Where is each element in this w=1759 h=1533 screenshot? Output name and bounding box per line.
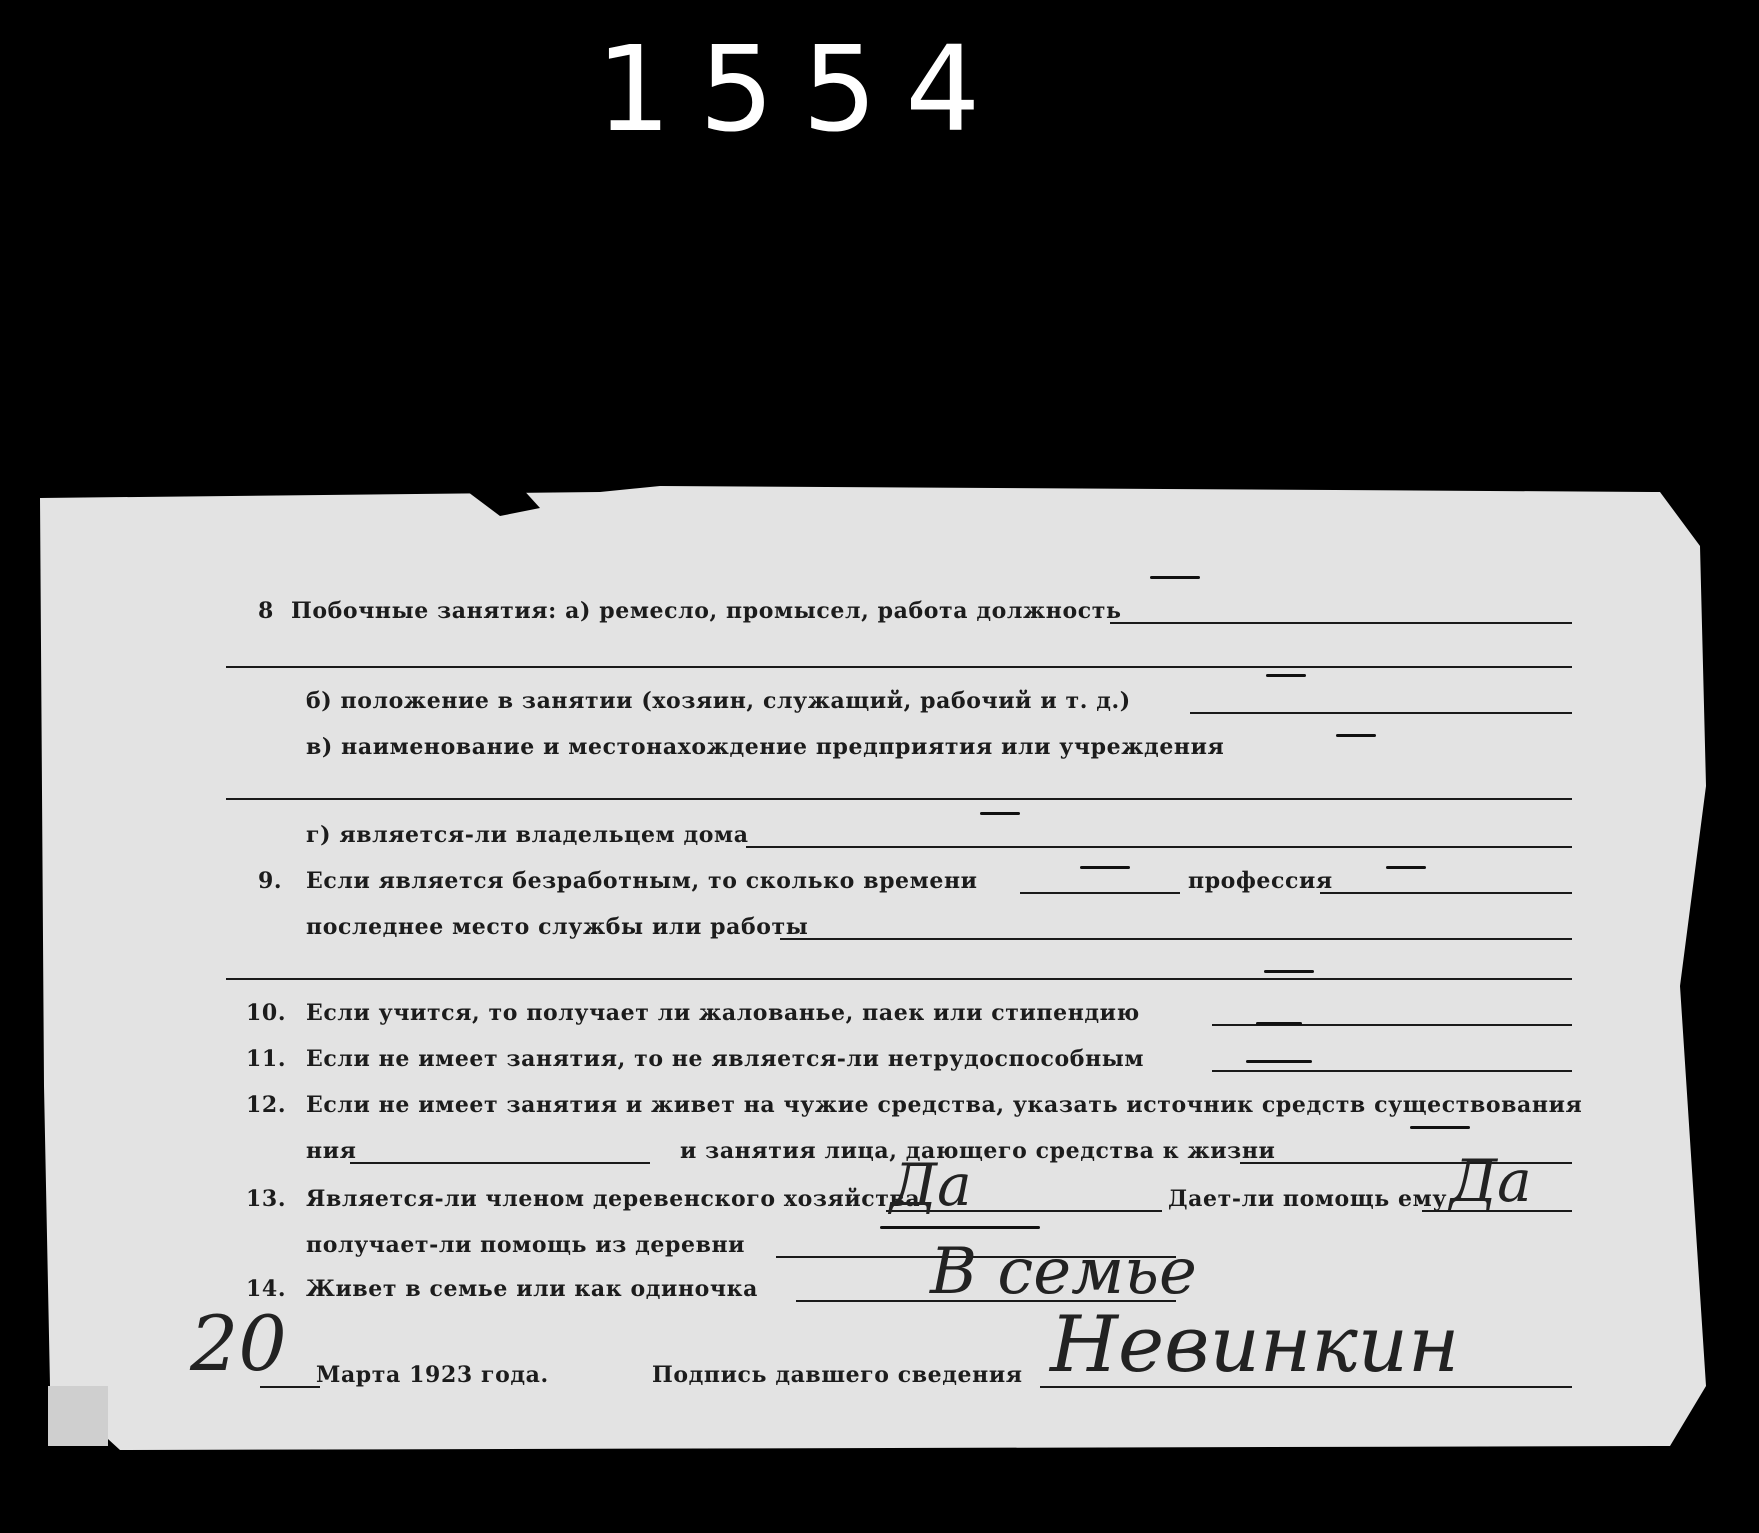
q8-label-v: в) наименование и местонахождение предприятия или учреждения bbox=[306, 734, 1225, 760]
dash-mark bbox=[1410, 1126, 1470, 1129]
q9-profession-label: профессия bbox=[1188, 868, 1333, 894]
q13-receives-label: получает-ли помощь из деревни bbox=[306, 1232, 746, 1258]
q14-handwritten-answer: В семье bbox=[930, 1235, 1197, 1309]
dash-mark bbox=[1386, 866, 1426, 869]
q12-label-cont: ния bbox=[306, 1138, 357, 1164]
q10-label: Если учится, то получает ли жалованье, паек или стипендию bbox=[306, 1000, 1140, 1026]
q12-occupation-label: и занятия лица, дающего средства к жизни bbox=[680, 1138, 1276, 1164]
dash-mark bbox=[1150, 576, 1200, 579]
q12-label: Если не имеет занятия и живет на чужие средства, указать источник средств существования bbox=[306, 1092, 1583, 1118]
dash-mark bbox=[1264, 970, 1314, 973]
q8v-fill-line bbox=[226, 798, 1572, 800]
footer-handwritten-day: 20 bbox=[190, 1299, 287, 1388]
footer-month-year: Марта 1923 года. bbox=[316, 1362, 549, 1388]
q8a-fill-line-2 bbox=[226, 666, 1572, 668]
footer-day-fill bbox=[260, 1386, 320, 1388]
dash-mark bbox=[1256, 1022, 1302, 1025]
q9-last-place-fill bbox=[780, 938, 1572, 940]
q11-fill-line bbox=[1212, 1070, 1572, 1072]
q14-number: 14. bbox=[246, 1276, 287, 1302]
dash-mark bbox=[1246, 1060, 1312, 1063]
q12-number: 12. bbox=[246, 1092, 287, 1118]
q9-last-place-fill-2 bbox=[226, 978, 1572, 980]
q10-number: 10. bbox=[246, 1000, 287, 1026]
q9-number: 9. bbox=[258, 868, 283, 894]
q11-label: Если не имеет занятия, то не является-ли нетрудоспособным bbox=[306, 1046, 1145, 1072]
q13-handwritten-answer: Да bbox=[890, 1151, 972, 1219]
footer-signature-label: Подпись давшего сведения bbox=[652, 1362, 1023, 1388]
dash-mark bbox=[980, 812, 1020, 815]
q11-number: 11. bbox=[246, 1046, 287, 1072]
q8a-fill-line bbox=[1110, 622, 1572, 624]
q8-label-b: б) положение в занятии (хозяин, служащий, рабочий и т. д.) bbox=[306, 688, 1131, 714]
q8-number: 8 bbox=[258, 598, 274, 624]
dash-mark bbox=[1266, 674, 1306, 677]
archive-number: 1554 bbox=[596, 20, 1009, 158]
q8-label-a: Побочные занятия: а) ремесло, промысел, работа должность bbox=[291, 598, 1122, 624]
dash-mark bbox=[880, 1226, 1040, 1229]
q13-help-handwritten-answer: Да bbox=[1450, 1147, 1532, 1215]
q9-profession-fill bbox=[1320, 892, 1572, 894]
q9-last-place-label: последнее место службы или работы bbox=[306, 914, 809, 940]
dash-mark bbox=[1080, 866, 1130, 869]
questionnaire-card bbox=[40, 486, 1706, 1454]
q8b-fill-line bbox=[1190, 712, 1572, 714]
q12-source-fill bbox=[350, 1162, 650, 1164]
q13-label: Является-ли членом деревенского хозяйства bbox=[306, 1186, 921, 1212]
handwritten-signature: Невинкин bbox=[1050, 1300, 1460, 1390]
q13-number: 13. bbox=[246, 1186, 287, 1212]
q8-label-g: г) является-ли владельцем дома bbox=[306, 822, 749, 848]
q9-label: Если является безработным, то сколько времени bbox=[306, 868, 978, 894]
q9-fill-line bbox=[1020, 892, 1180, 894]
dash-mark bbox=[1336, 734, 1376, 737]
q13-help-label: Дает-ли помощь ему bbox=[1168, 1186, 1448, 1212]
q8g-fill-line bbox=[746, 846, 1572, 848]
q14-label: Живет в семье или как одиночка bbox=[306, 1276, 758, 1302]
